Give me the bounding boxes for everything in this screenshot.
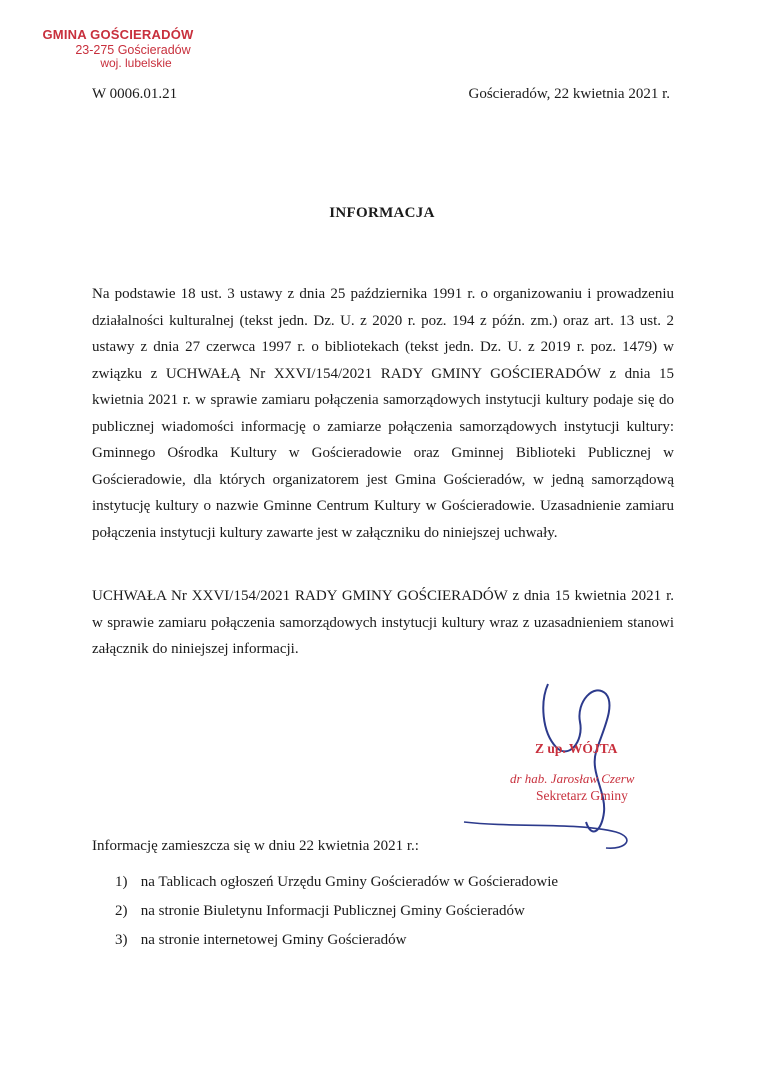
stamp-line-1: GMINA GOŚCIERADÓW (42, 27, 194, 42)
list-item: 2) na stronie Biuletynu Informacji Publicznej Gminy Gościeradów (115, 903, 525, 919)
handwritten-signature (456, 672, 686, 852)
document-title: INFORMACJA (329, 205, 435, 221)
list-item: 3) na stronie internetowej Gminy Gościeradów (115, 932, 407, 948)
stamp-line-3: woj. lubelskie (100, 56, 172, 71)
signature-line-2: dr hab. Jarosław Czerw (510, 771, 635, 786)
document-reference: W 0006.01.21 (92, 86, 178, 102)
place-and-date: Gościeradów, 22 kwietnia 2021 r. (468, 86, 670, 102)
paragraph-1: Na podstawie 18 ust. 3 ustawy z dnia 25 października 1991 r. o organizowaniu i prowadzeniu działalności kulturalnej (tekst jedn. Dz. U. z 2020 r. poz. 194 z późn. zm.) oraz art. 13 ust. 2 ustawy z dnia 27 czerwca 1997 r. o bibliotekach (tekst jedn. Dz. U. z 2019 r. poz. 1479) w związku z UCHWAŁĄ Nr XXVI/154/2021 RADY GMINY GOŚCIERADÓW z dnia 15 kwietnia 2021 r. w sprawie zamiaru połączenia samorządowych instytucji kultury podaje się do publicznej wiadomości informację o zamiarze połączenia samorządowych instytucji kultury: Gminnego Ośrodka Kultury w Gościeradowie oraz Gminnej Biblioteki Publicznej w Gościeradowie, dla których organizatorem jest Gmina Gościeradów, w jedną samorządową instytucję kultury o nazwie Gminne Centrum Kultury w Gościeradowie. Uzasadnienie zamiaru połączenia instytucji kultury zawarte jest w załączniku do niniejszej uchwały. (92, 286, 674, 541)
list-item: 1) na Tablicach ogłoszeń Urzędu Gminy Gościeradów w Gościeradowie (115, 874, 559, 890)
stamp-line-2: 23-275 Gościeradów (75, 42, 191, 57)
signature-line-3: Sekretarz Gminy (536, 788, 628, 803)
publication-intro: Informację zamieszcza się w dniu 22 kwietnia 2021 r.: (92, 838, 419, 854)
publication-list (115, 874, 558, 961)
paragraph-2: UCHWAŁA Nr XXVI/154/2021 RADY GMINY GOŚCIERADÓW z dnia 15 kwietnia 2021 r. w sprawie zamiaru połączenia samorządowych instytucji kultury wraz z uzasadnieniem stanowi załącznik do niniejszej informacji. (92, 588, 674, 657)
municipality-stamp (28, 28, 208, 71)
signature-line-1: Z up. WÓJTA (535, 741, 618, 756)
